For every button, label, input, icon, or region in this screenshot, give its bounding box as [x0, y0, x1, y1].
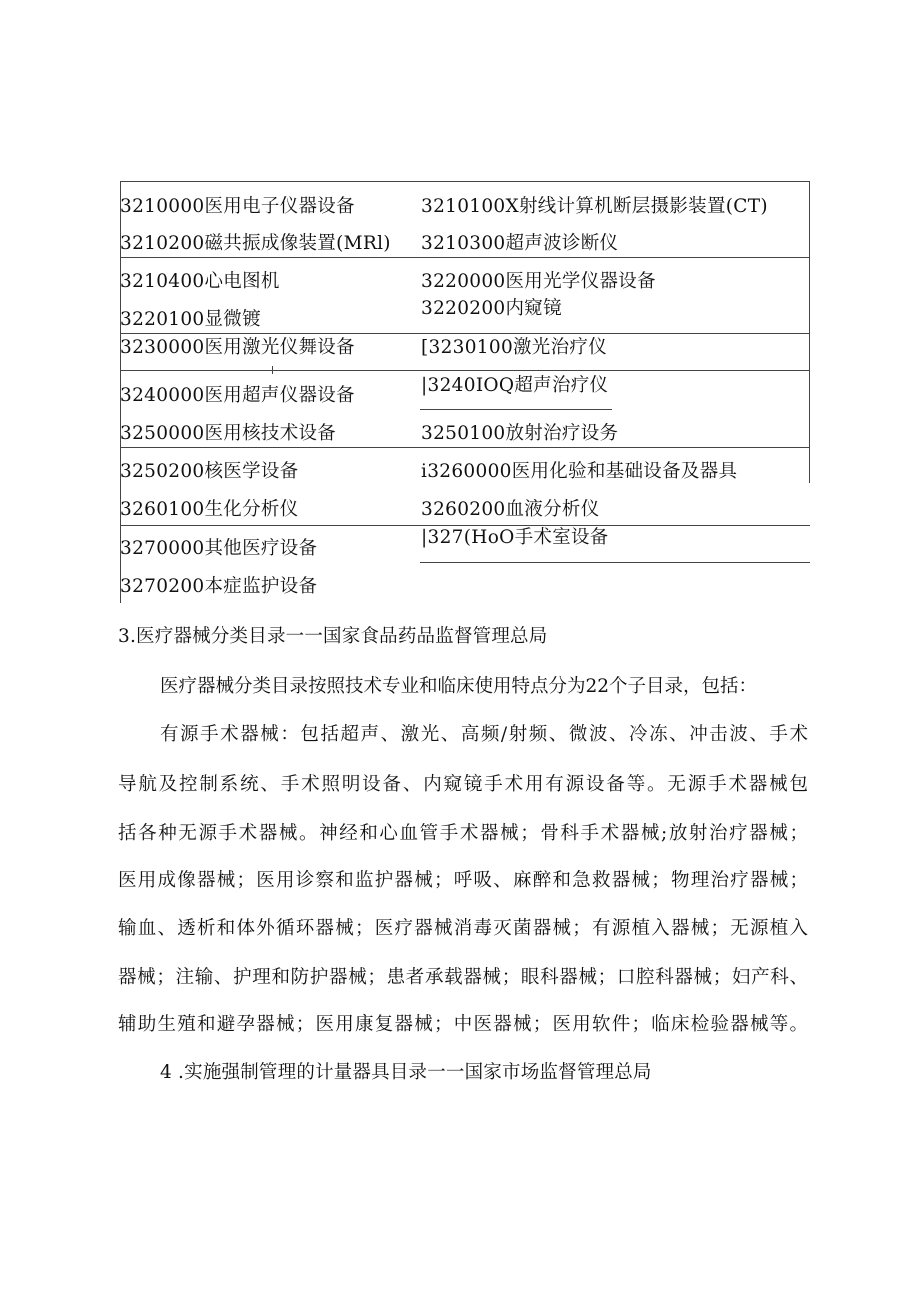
table-cell: 3250000医用核技术设备 — [120, 423, 337, 444]
table-cell: i3260000医用化验和基础设备及器具 — [421, 461, 738, 482]
table-rule — [120, 181, 810, 182]
table-cell: 3260200血液分析仪 — [421, 499, 600, 520]
table-cell: 3220100显微镀 — [120, 309, 261, 330]
paragraph-line: 器械；注输、护理和防护器械；患者承载器械；眼科器械；口腔科器械；妇产科、 — [118, 967, 808, 988]
table-right-border — [809, 181, 810, 483]
paragraph-line: 有源手术器械：包括超声、激光、高频/射频、微波、冷冻、冲击波、手术 — [160, 724, 808, 745]
table-cell: 3210400心电图机 — [120, 271, 280, 292]
table-cell: [3230100激光治疗仪 — [421, 337, 608, 358]
table-rule — [420, 562, 810, 563]
table-cell: 3220200内窥镜 — [421, 298, 562, 319]
table-cell: |3240IOQ超声治疗仪 — [421, 375, 609, 396]
paragraph-line: 辅助生殖和避孕器械；医用康复器械；中医器械；医用软件；临床检验器械等。 — [118, 1014, 808, 1035]
table-tick — [272, 366, 273, 374]
paragraph-line: 输血、透析和体外循环器械；医疗器械消毒灭菌器械；有源植入器械；无源植入 — [118, 918, 808, 939]
table-cell: 3220000医用光学仪器设备 — [421, 271, 656, 292]
table-rule — [120, 447, 810, 448]
table-cell: 3210200磁共振成像装置(MRl) — [120, 233, 391, 254]
equipment-code-table — [0, 0, 920, 610]
table-rule — [120, 257, 810, 258]
section-3-intro: 医疗器械分类目录按照技术专业和临床使用特点分为22个子目录，包括： — [160, 676, 758, 697]
table-cell: 3210000医用电子仪器设备 — [120, 196, 355, 217]
table-cell: 3210100X射线计算机断层摄影装置(CT) — [421, 196, 768, 217]
table-cell: 3250100放射治疗设务 — [421, 423, 619, 444]
table-rule — [120, 333, 810, 334]
table-cell: 3240000医用超声仪器设备 — [120, 385, 355, 406]
paragraph-line: 导航及控制系统、手术照明设备、内窥镜手术用有源设备等。无源手术器械包 — [118, 774, 808, 795]
section-4-heading: 4 .实施强制管理的计量器具目录一一国家市场监督管理总局 — [160, 1062, 652, 1083]
paragraph-line: 括各种无源手术器械。神经和心血管手术器械；骨科手术器械;放射治疗器械； — [118, 823, 808, 844]
section-3-heading: 3.医疗器械分类目录一一国家食品药品监督管理总局 — [118, 626, 548, 647]
paragraph-line: 医用成像器械；医用诊察和监护器械；呼吸、麻醉和急救器械；物理治疗器械； — [118, 870, 808, 891]
table-rule — [120, 370, 420, 371]
table-cell: 3250200核医学设备 — [120, 461, 299, 482]
table-cell: 3260100生化分析仪 — [120, 499, 299, 520]
table-cell: |327(HoO手术室设备 — [421, 527, 609, 548]
table-cell: 3210300超声波诊断仪 — [421, 233, 619, 254]
table-cell: 3230000医用激光仪舞设备 — [120, 337, 355, 358]
table-rule — [418, 370, 810, 371]
table-cell: 3270200本症监护设备 — [120, 576, 318, 597]
table-rule — [420, 409, 612, 410]
table-cell: 3270000其他医疗设备 — [120, 538, 318, 559]
